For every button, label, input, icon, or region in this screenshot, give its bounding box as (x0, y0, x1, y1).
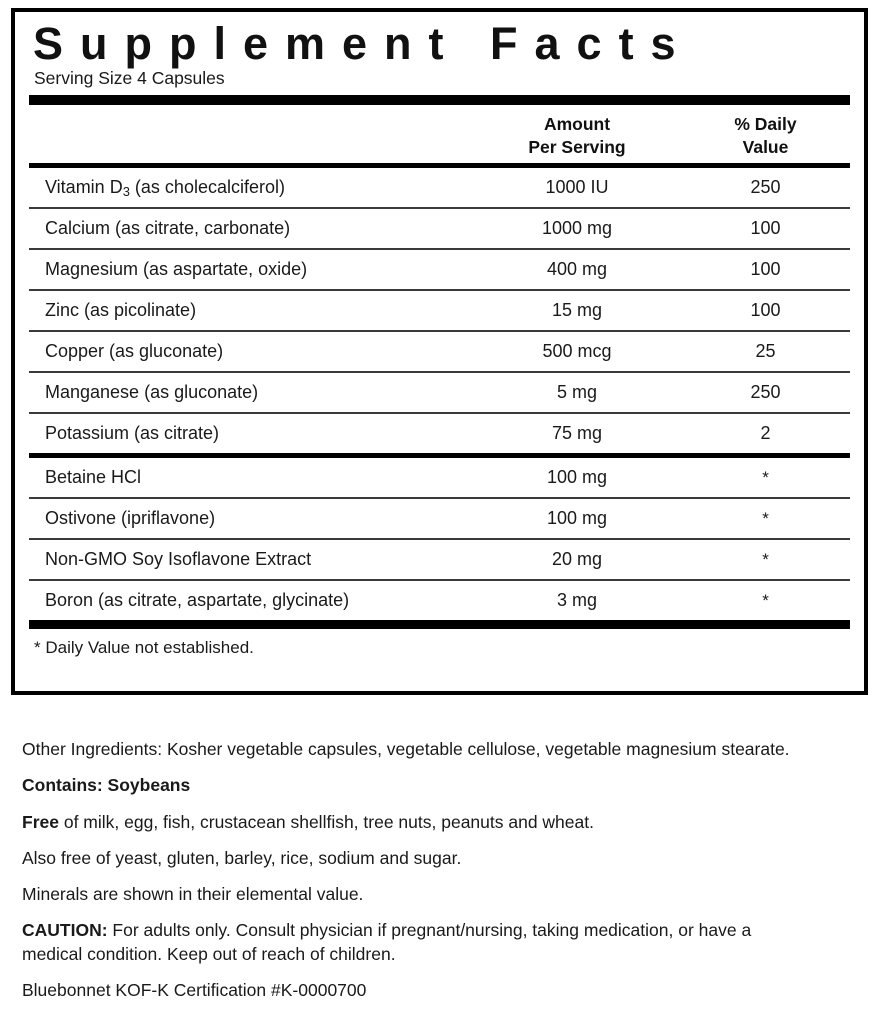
header-dv-line1: % Daily (734, 114, 797, 135)
nutrient-name: Magnesium (as aspartate, oxide) (45, 259, 308, 280)
contains-allergen-text (22, 774, 822, 797)
panel-inner (15, 12, 864, 691)
header-cell-amount (481, 113, 673, 158)
divider-thick-top (29, 95, 850, 105)
table-row (29, 332, 850, 371)
nutrient-amount: 400 mg (546, 259, 608, 280)
nutrient-name: Ostivone (ipriflavone) (45, 508, 216, 529)
daily-value-footnote: * Daily Value not established. (34, 638, 254, 658)
caution-text (22, 919, 797, 966)
nutrient-name: Copper (as gluconate) (45, 341, 224, 362)
table-row (29, 209, 850, 248)
nutrient-daily-value: * (762, 549, 769, 569)
table-row (29, 581, 850, 620)
nutrient-daily-value: 25 (755, 341, 776, 362)
free-label: Free (22, 811, 59, 832)
page-title: Supplement Facts (33, 18, 693, 69)
nutrient-daily-value: * (762, 467, 769, 487)
minerals-note-text: Minerals are shown in their elemental value. (22, 884, 364, 905)
table-row (29, 540, 850, 579)
nutrient-amount: 75 mg (551, 423, 603, 444)
nutrient-daily-value: 250 (750, 177, 781, 198)
caution-rest: For adults only. Consult physician if pregnant/nursing, taking medication, or have a medical condition. Keep out of reach of children. (22, 920, 752, 964)
nutrient-amount: 3 mg (556, 590, 598, 611)
supplement-facts-panel (11, 8, 868, 695)
nutrient-daily-value: * (762, 590, 769, 610)
nutrient-name: Vitamin $D_3$ (as cholecalciferol) (45, 176, 285, 199)
header-cell-daily-value (673, 113, 858, 158)
nutrient-name: Zinc (as picolinate) (45, 300, 197, 321)
free-of-text (22, 811, 822, 834)
table-row (29, 250, 850, 289)
table-row (29, 499, 850, 538)
nutrient-group-secondary (29, 458, 850, 620)
caution-label: CAUTION: (22, 920, 108, 941)
nutrient-name: Boron (as citrate, aspartate, glycinate) (45, 590, 350, 611)
nutrient-name: Manganese (as gluconate) (45, 382, 259, 403)
nutrient-daily-value: * (762, 508, 769, 528)
nutrient-daily-value: 250 (750, 382, 781, 403)
divider-thick-bottom (29, 620, 850, 629)
nutrient-amount: 1000 mg (541, 218, 613, 239)
nutrient-amount: 1000 IU (545, 177, 609, 198)
table-row (29, 291, 850, 330)
table-row (29, 168, 850, 207)
free-rest: of milk, egg, fish, crustacean shellfish, tree nuts, peanuts and wheat. (58, 811, 594, 832)
nutrient-group-primary (29, 168, 850, 453)
nutrient-amount: 100 mg (546, 467, 608, 488)
serving-size-text: Serving Size 4 Capsules (34, 67, 225, 88)
nutrient-name: Potassium (as citrate) (45, 423, 220, 444)
also-free-text: Also free of yeast, gluten, barley, rice, sodium and sugar. (22, 847, 462, 868)
nutrient-name: Betaine HCl (45, 467, 142, 488)
label-body-copy (22, 738, 822, 1002)
contains-label: Contains: Soybeans (22, 775, 191, 796)
table-row (29, 373, 850, 412)
certification-text: Bluebonnet KOF-K Certification #K-0000700 (22, 979, 367, 1000)
nutrient-daily-value: 100 (750, 218, 781, 239)
table-row (29, 458, 850, 497)
nutrient-daily-value: 2 (760, 423, 771, 444)
header-amount-line1: Amount (543, 114, 611, 135)
nutrient-name: Non-GMO Soy Isoflavone Extract (45, 549, 312, 570)
header-dv-line2: Value (742, 136, 789, 157)
nutrient-amount: 15 mg (551, 300, 603, 321)
nutrient-amount: 5 mg (556, 382, 598, 403)
nutrient-daily-value: 100 (750, 300, 781, 321)
nutrient-daily-value: 100 (750, 259, 781, 280)
nutrient-amount: 500 mcg (542, 341, 612, 362)
header-amount-line2: Per Serving (528, 136, 626, 157)
nutrient-name: Calcium (as citrate, carbonate) (45, 218, 291, 239)
nutrient-amount: 100 mg (546, 508, 608, 529)
other-ingredients-text: Other Ingredients: Kosher vegetable capsules, vegetable cellulose, vegetable magnesium stearate. (22, 739, 790, 759)
nutrient-amount: 20 mg (551, 549, 603, 570)
table-row (29, 414, 850, 453)
table-header-row (29, 105, 850, 163)
